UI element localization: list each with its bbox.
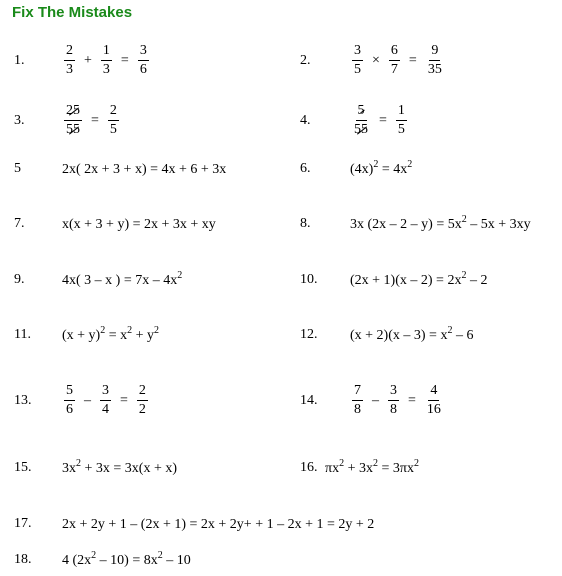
fraction: $\frac{7}{8}$ <box>354 383 361 417</box>
problem-number: 3. <box>14 113 25 128</box>
fraction: $\frac{5}{6}$ <box>66 383 73 417</box>
equals-sign: = <box>120 52 129 68</box>
problem-number: 4. <box>300 113 311 128</box>
fraction: $\frac{3}{8}$ <box>390 383 397 417</box>
problem-8-expression: 3x $(2x - 2 - y) = 5x^2 - 5x + 3xy$ <box>350 214 531 232</box>
plus-sign: + <box>84 52 92 68</box>
problem-number: 13. <box>14 393 32 408</box>
problem-1-expression <box>62 42 151 79</box>
problem-number: 7. <box>14 216 25 231</box>
problem-10-expression: $(2x + 1)(x - 2) = 2x^2 - 2$ <box>350 270 488 288</box>
fraction: $\frac{1}{3}$ <box>102 43 110 77</box>
problem-16-expression: $\pi x^2 + 3x^2 = 3\pi x^2$ <box>325 458 419 476</box>
equals-sign: = <box>91 112 99 128</box>
problem-5-expression: 2x( 2x + 3 + x) = 4x + 6 + 3x <box>62 162 227 177</box>
fraction: $\frac{3}{4}$ <box>102 383 109 417</box>
problem-6-expression: $(4x)^2 = 4x^2$ <box>350 159 413 177</box>
problem-18-expression: 4 $(2x^2 - 10) = 8x^2 - 10$ <box>62 550 191 568</box>
page-title: Fix The Mistakes <box>12 4 133 21</box>
problem-number: 5 <box>14 161 21 176</box>
equals-sign: = <box>379 112 387 128</box>
problem-number: 11. <box>14 327 31 342</box>
problem-number: 18. <box>14 552 32 567</box>
equals-sign: = <box>408 52 417 68</box>
problem-number: 17. <box>14 516 32 531</box>
minus-sign: – <box>372 392 379 408</box>
problem-number: 14. <box>300 393 318 408</box>
fraction: $\frac{6}{7}$ <box>390 43 398 77</box>
problem-number: 1. <box>14 53 25 68</box>
problem-number: 9. <box>14 272 25 287</box>
problem-13-expression <box>62 382 150 419</box>
problem-4-expression <box>350 102 409 139</box>
problem-number: 15. <box>14 460 32 475</box>
problem-number: 12. <box>300 327 318 342</box>
fraction: $\frac{2}{5}$ <box>109 103 117 137</box>
problem-12-expression: $(x + 2)(x - 3) = x^2 - 6$ <box>350 325 474 343</box>
problem-17-expression: 2x + 2y + 1 – (2x + 1) = 2x + 2y+ + 1 – 2x + 1 = 2y + 2 <box>62 517 375 532</box>
fraction: $\frac{1}{5}$ <box>397 103 405 137</box>
problem-number: 2. <box>300 53 311 68</box>
equals-sign: = <box>408 392 416 408</box>
equals-sign: = <box>120 392 128 408</box>
problem-9-expression: 4x( 3 – x ) = $7x - 4x^2$ <box>62 270 183 288</box>
times-sign: × <box>372 52 380 68</box>
problem-number: 8. <box>300 216 311 231</box>
problem-15-expression: $3x^2 + 3x = 3x(x + x)$ <box>62 458 178 476</box>
problem-2-expression <box>350 42 446 79</box>
fraction: $\frac{25}{55}$ <box>66 103 80 137</box>
problem-3-expression <box>62 102 121 139</box>
fraction: $\frac{9}{35}$ <box>427 43 442 77</box>
problem-number: 10. <box>300 272 318 287</box>
fraction: $\frac{2}{3}$ <box>66 43 73 77</box>
fraction: $\frac{2}{2}$ <box>138 383 146 417</box>
problem-11-expression: $(x + y)^2 = x^2 + y^2$ <box>62 325 160 343</box>
fraction: $\frac{3}{6}$ <box>139 43 147 77</box>
problem-number: 6. <box>300 161 311 176</box>
minus-sign: – <box>84 392 91 408</box>
problem-14-expression <box>350 382 445 419</box>
fraction: $\frac{3}{5}$ <box>354 43 361 77</box>
fraction: $\frac{5}{55}$ <box>354 103 368 137</box>
fraction: $\frac{4}{16}$ <box>426 383 441 417</box>
problem-7-expression: x(x + 3 + y) = 2x + 3x + xy <box>62 217 216 232</box>
problem-number: 16. <box>300 460 318 475</box>
